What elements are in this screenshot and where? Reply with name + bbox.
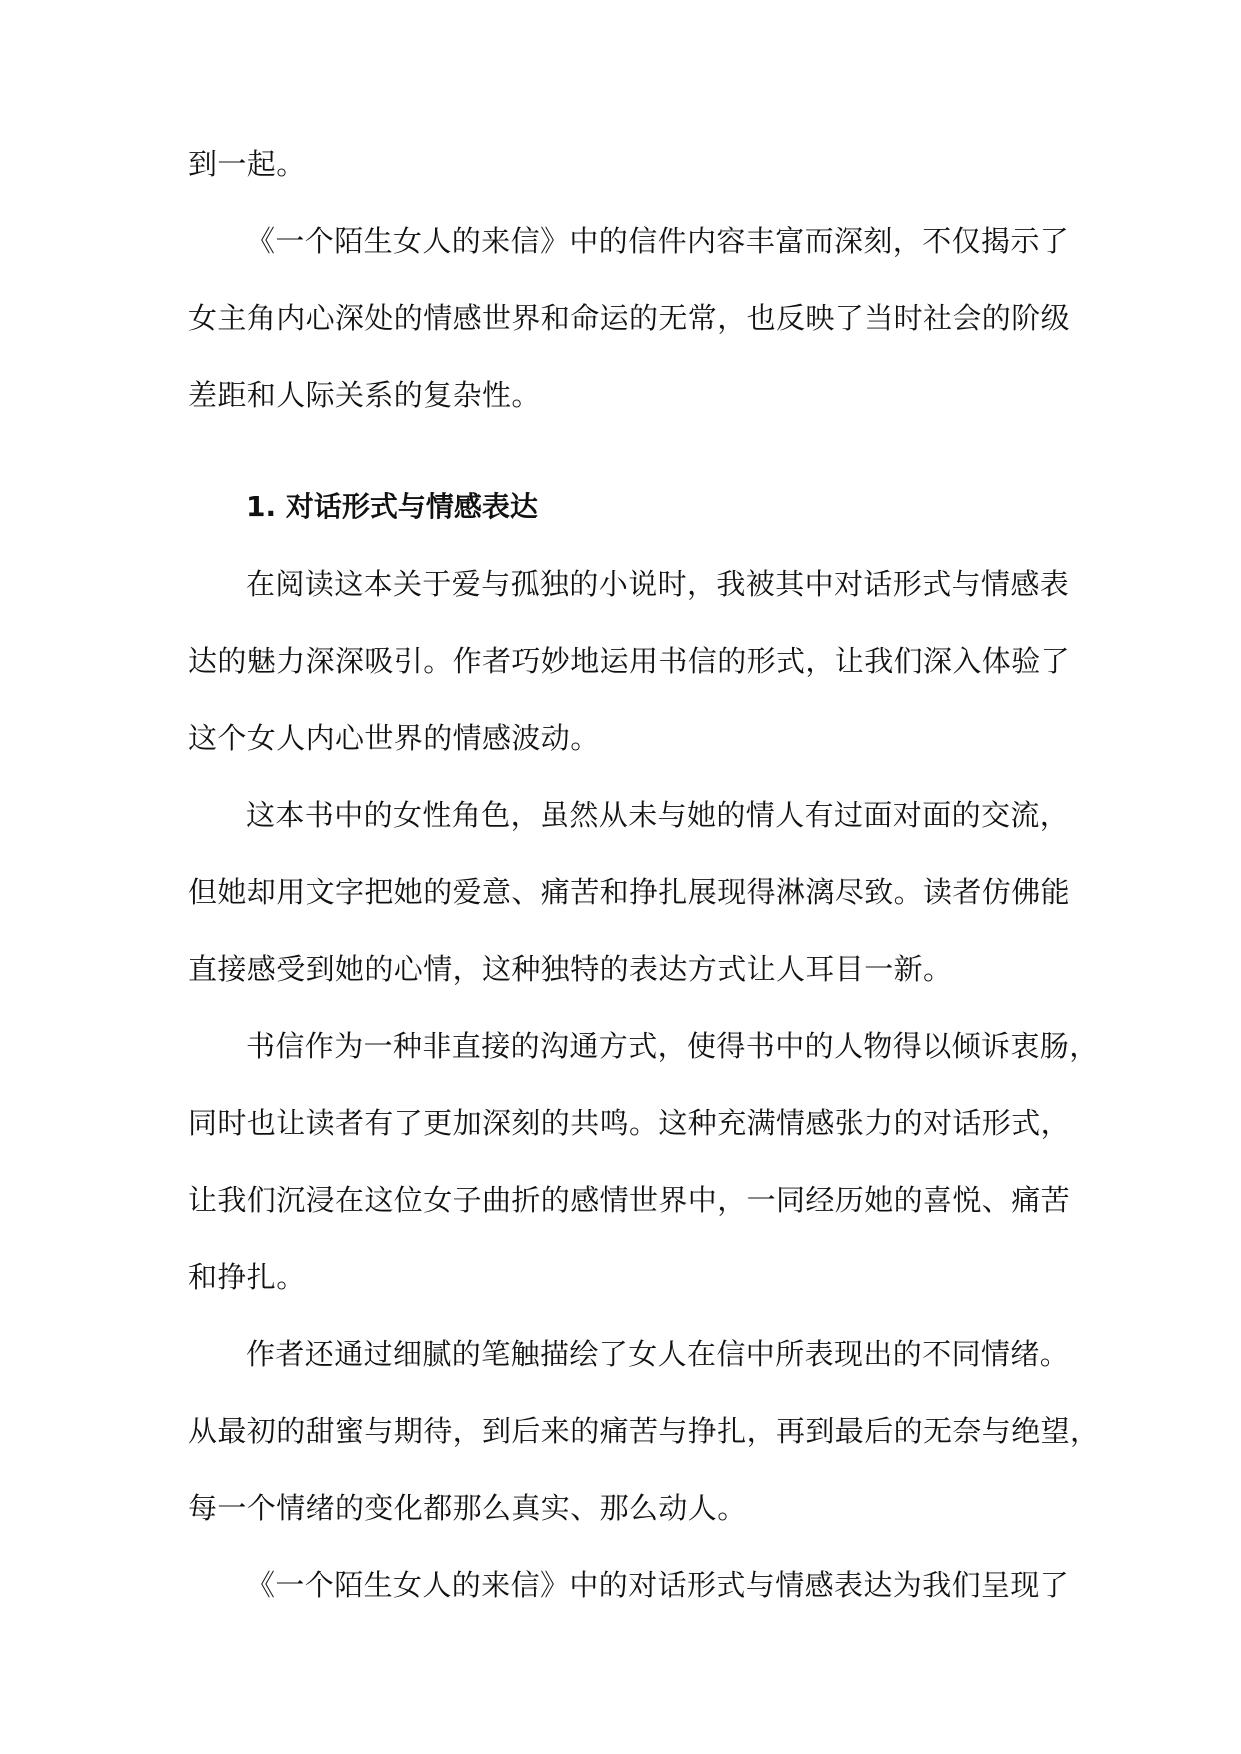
text-line: 差距和人际关系的复杂性。 (188, 378, 541, 412)
text-line: 但她却用文字把她的爱意、痛苦和挣扎展现得淋漓尽致。读者仿佛能 (188, 875, 1071, 909)
text-line: 直接感受到她的心情，这种独特的表达方式让人耳目一新。 (188, 952, 953, 986)
text-line: 女主角内心深处的情感世界和命运的无常，也反映了当时社会的阶级 (188, 301, 1071, 335)
text-line: 这本书中的女性角色，虽然从未与她的情人有过面对面的交流， (246, 798, 1070, 832)
text-line: 让我们沉浸在这位女子曲折的感情世界中，一同经历她的喜悦、痛苦 (188, 1183, 1071, 1217)
text-line: 这个女人内心世界的情感波动。 (188, 721, 600, 755)
text-line: 在阅读这本关于爱与孤独的小说时，我被其中对话形式与情感表 (246, 567, 1070, 601)
paragraph (188, 564, 1071, 758)
text-line: 达的魅力深深吸引。作者巧妙地运用书信的形式，让我们深入体验了 (188, 644, 1071, 678)
text-line: 从最初的甜蜜与期待，到后来的痛苦与挣扎，再到最后的无奈与绝望， (188, 1414, 1100, 1448)
text-line: 书信作为一种非直接的沟通方式，使得书中的人物得以倾诉衷肠， (246, 1029, 1099, 1063)
paragraph (188, 1334, 1100, 1528)
paragraph-continuation (188, 144, 1048, 184)
paragraph (188, 795, 1071, 989)
paragraph (188, 1565, 1070, 1605)
text-line: 和挣扎。 (188, 1260, 306, 1294)
text-line: 《一个陌生女人的来信》中的信件内容丰富而深刻，不仅揭示了 (246, 224, 1070, 258)
text-line: 到一起。 (188, 147, 306, 181)
section-heading: 1. 对话形式与情感表达 (246, 490, 538, 523)
paragraph (188, 1026, 1099, 1297)
page-content (188, 144, 1100, 1605)
paragraph (188, 221, 1071, 415)
text-line: 同时也让读者有了更加深刻的共鸣。这种充满情感张力的对话形式， (188, 1106, 1071, 1140)
text-line: 作者还通过细腻的笔触描绘了女人在信中所表现出的不同情绪。 (246, 1337, 1070, 1371)
text-line: 每一个情绪的变化都那么真实、那么动人。 (188, 1491, 747, 1525)
text-line: 《一个陌生女人的来信》中的对话形式与情感表达为我们呈现了 (246, 1568, 1070, 1602)
